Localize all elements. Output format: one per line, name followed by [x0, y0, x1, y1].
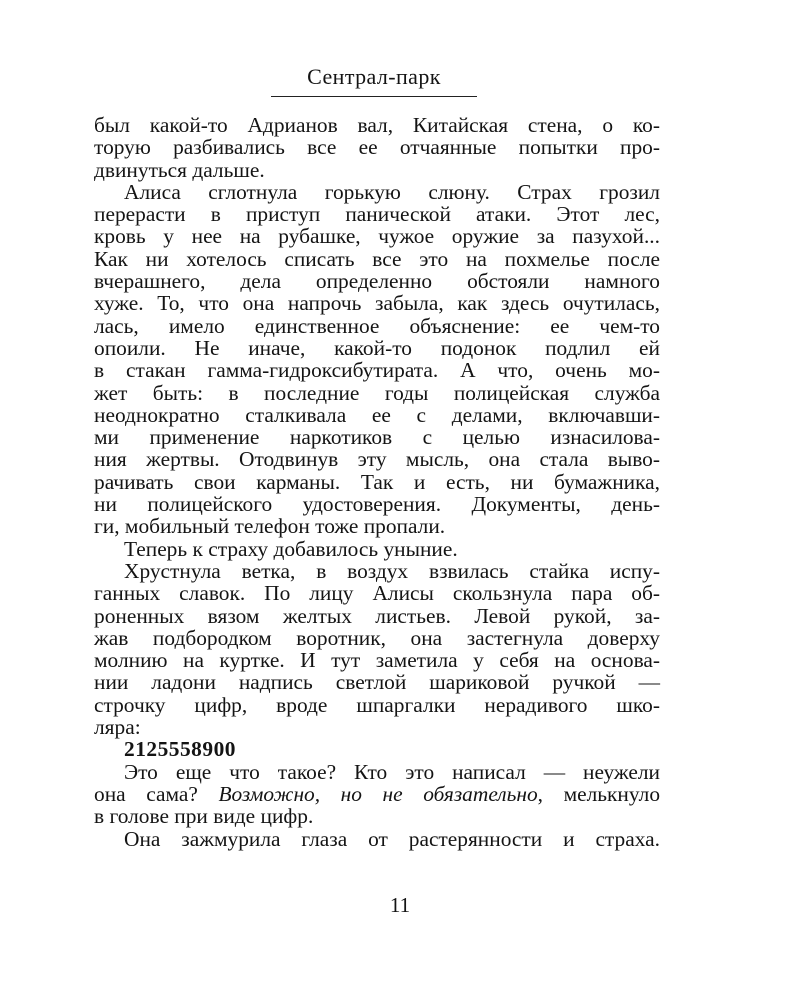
text-line: Это еще что такое? Кто это написал — неужели — [124, 759, 660, 784]
text-line: ги, мобильный телефон тоже пропали. — [94, 514, 446, 539]
page-number: 11 — [389, 893, 411, 917]
text-line: в голове при виде цифр. — [94, 804, 314, 829]
text-line: неоднократно сталкивала ее с делами, включавши- — [94, 402, 660, 427]
text-line: ни полицейского удостоверения. Документы, день- — [94, 492, 660, 517]
text-line: строчку цифр, вроде шпаргалки нерадивого шко- — [94, 692, 660, 717]
text-line: Она зажмурила глаза от растерянности и страха. — [124, 826, 660, 851]
text-span: , мелькнуло — [537, 781, 661, 806]
text-line: Алиса сглотнула горькую слюну. Страх грозил — [124, 179, 660, 204]
text-line: ляра: — [94, 715, 141, 740]
text-line: Хрустнула ветка, в воздух взвилась стайка испу- — [124, 558, 660, 583]
text-line: ганных славок. По лицу Алисы скользнула пара об- — [94, 581, 660, 606]
text-line: молнию на куртке. И тут заметила у себя на основа- — [94, 648, 660, 673]
italic-phrase: Возможно, но не обязательно — [218, 781, 538, 806]
running-head: Сентрал-парк — [307, 64, 441, 89]
text-line: лась, имело единственное объяснение: ее чем-то — [94, 313, 660, 338]
phone-number: 2125558900 — [124, 737, 236, 762]
text-line: ми применение наркотиков с целью изнасилова- — [94, 425, 660, 450]
text-line: в стакан гамма-гидроксибутирата. А что, очень мо- — [94, 358, 660, 383]
header-rule — [271, 96, 477, 97]
text-line: роненных вязом желтых листьев. Левой рукой, за- — [94, 603, 660, 628]
text-line: Как ни хотелось списать все это на похмелье после — [94, 246, 660, 271]
body-text — [94, 114, 660, 850]
text-line: кровь у нее на рубашке, чужое оружие за пазухой... — [94, 224, 660, 249]
text-line: вчерашнего, дела определенно обстояли намного — [94, 269, 660, 294]
text-line: был какой-то Адрианов вал, Китайская стена, о ко- — [94, 113, 660, 137]
text-span: она сама? — [94, 781, 219, 806]
text-line: хуже. То, что она напрочь забыла, как здесь очутилась, — [94, 291, 660, 316]
text-line: двинуться дальше. — [94, 157, 265, 182]
text-line: Теперь к страху добавилось уныние. — [124, 536, 458, 561]
text-line: жет быть: в последние годы полицейская служба — [94, 380, 660, 405]
text-line: жав подбородком воротник, она застегнула доверху — [94, 625, 660, 650]
text-line: перерасти в приступ панической атаки. Этот лес, — [94, 202, 660, 227]
text-line: опоили. Не иначе, какой-то подонок подлил ей — [94, 335, 660, 360]
text-line: торую разбивались все ее отчаянные попытки про- — [94, 135, 660, 160]
text-line: рачивать свои карманы. Так и есть, ни бумажника, — [94, 469, 660, 494]
text-line — [94, 783, 660, 805]
text-line: нии ладони надпись светлой шариковой ручкой — — [94, 670, 660, 695]
text-line: ния жертвы. Отодвинув эту мысль, она стала выво- — [94, 447, 660, 472]
